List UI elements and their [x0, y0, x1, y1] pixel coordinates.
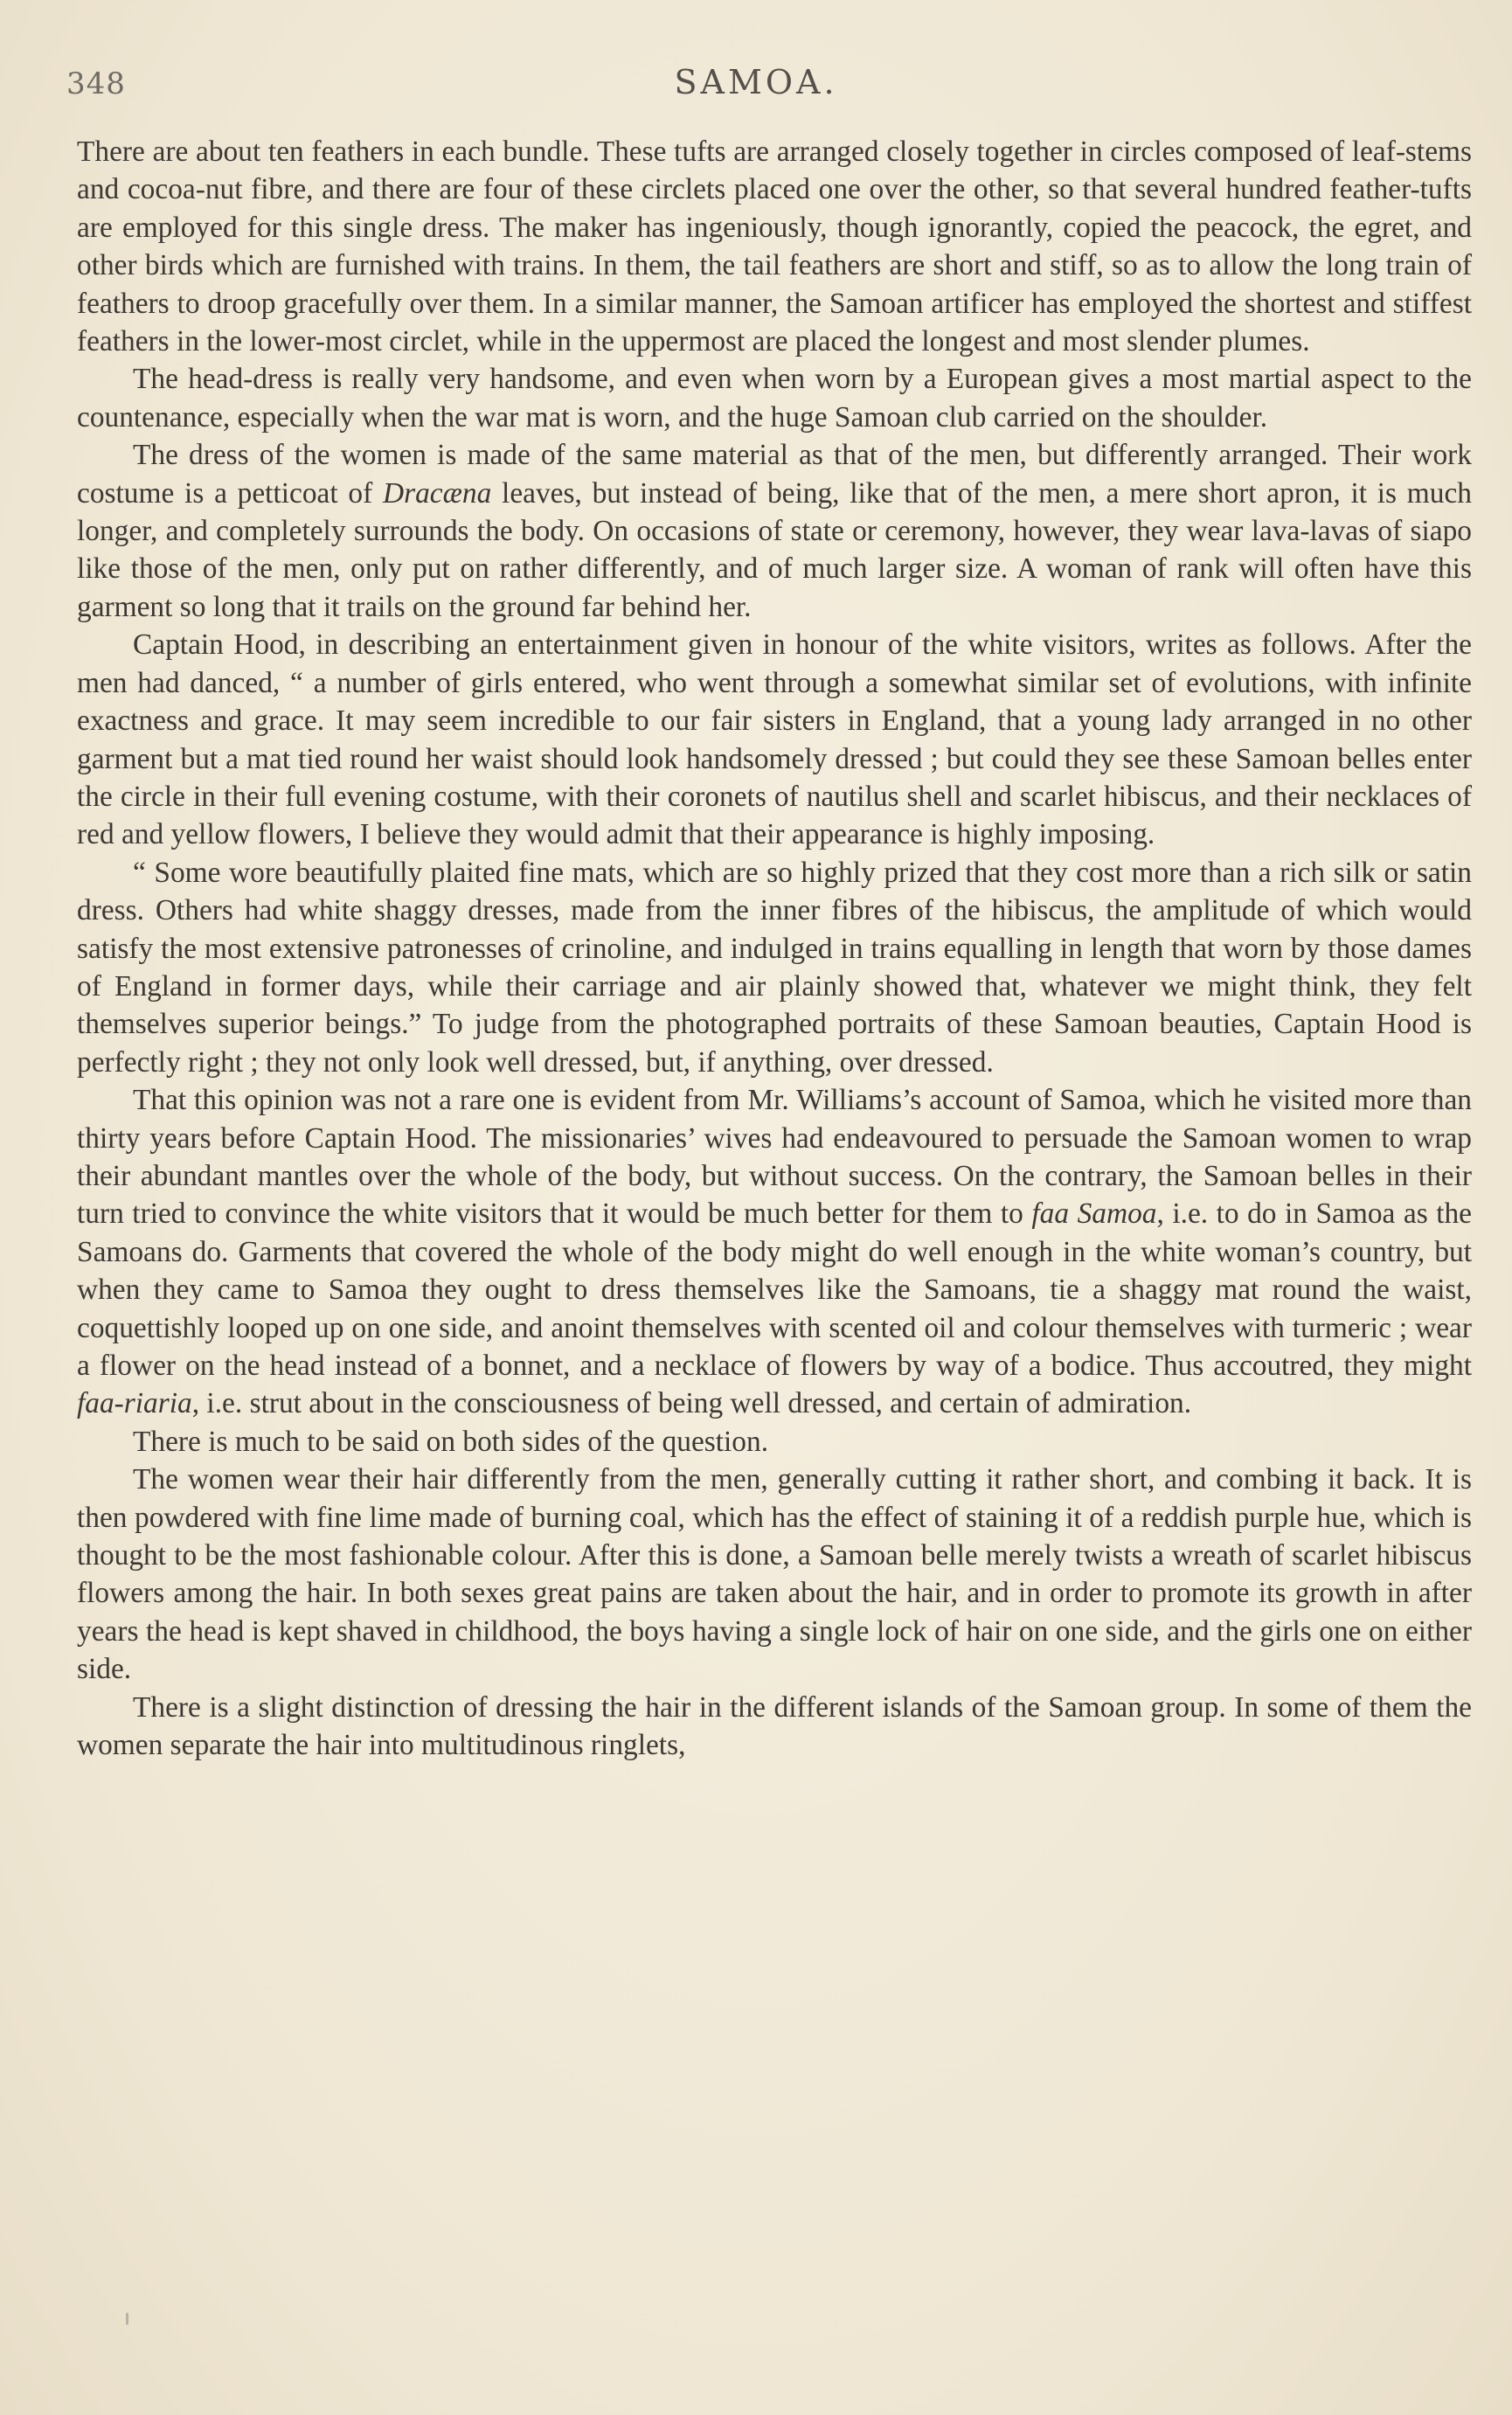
paragraph-text: The dress of the women is made of the same material as that of the men, but differently arranged. Their work costume is a petticoat of [77, 439, 1472, 510]
paragraph [77, 1689, 1472, 1765]
paragraph-text: That this opinion was not a rare one is evident from Mr. Williams’s account of Samoa, which he visited more than thirty years before Captain Hood. The missionaries’ wives had endeavoured to persuade the Samoan women to wrap their abundant mantles over the whole of the body, but without success. On the contrary, the Samoan belles in their turn tried to convince the white visitors that it would be much better for them to [77, 1084, 1472, 1231]
page-number: 348 [66, 66, 126, 101]
body-text [77, 133, 1472, 1764]
italic-term: faa Samoa [1031, 1197, 1157, 1231]
page-header [66, 63, 1446, 115]
paragraph [77, 854, 1472, 1081]
paragraph [77, 133, 1472, 360]
paragraph-text: There are about ten feathers in each bundle. These tufts are arranged closely together in circles composed of leaf-stems and cocoa-nut fibre, and there are four of these circlets placed one over the other, so that several hundred feather-tufts are employed for this single dress. The maker has ingeniously, though ignorantly, copied the peacock, the egret, and other birds which are furnished with trains. In them, the tail feathers are short and stiff, so as to allow the long train of feathers to droop gracefully over them. In a similar manner, the Samoan artificer has employed the shortest and stiffest feathers in the lower-most circlet, while in the uppermost are placed the longest and most slender plumes. [77, 135, 1472, 358]
paragraph-text: There is a slight distinction of dressing the hair in the different islands of the Samoan group. In some of them the women separate the hair into multitudinous ringlets, [77, 1690, 1472, 1762]
paragraph [77, 1423, 1472, 1461]
paragraph-text: , i.e. to do in Samoa as the Samoans do. Garments that covered the whole of the body might do well enough in the white woman’s country, but when they came to Samoa they ought to dress themselves like the Samoans, tie a shaggy mat round the waist, coquettishly looped up on one side, and anoint themselves with scented oil and colour themselves with turmeric ; wear a flower on the head instead of a bonnet, and a necklace of flowers by way of a bodice. Thus accoutred, they might [77, 1197, 1472, 1382]
paragraph-text: The women wear their hair differently from the men, generally cutting it rather short, and combing it back. It is then powdered with fine lime made of burning coal, which has the effect of staining it of a reddish purple hue, which is thought to be the most fashionable colour. After this is done, a Samoan belle merely twists a wreath of scarlet hibiscus flowers among the hair. In both sexes great pains are taken about the hair, and in order to promote its growth in after years the head is kept shaved in childhood, the boys having a single lock of hair on one side, and the girls one on either side. [77, 1463, 1472, 1686]
stray-ink-mark [126, 2313, 128, 2325]
paragraph [77, 360, 1472, 436]
paragraph [77, 1461, 1472, 1688]
paragraph-text: The head-dress is really very handsome, and even when worn by a European gives a most martial aspect to the countenance, especially when the war mat is worn, and the huge Samoan club carried on the shoulder. [77, 363, 1472, 434]
italic-term: faa-riaria [77, 1387, 192, 1420]
paragraph [77, 1081, 1472, 1423]
paragraph-text: “ Some wore beautifully plaited fine mats, which are so highly prized that they cost more than a rich silk or satin dress. Others had white shaggy dresses, made from the inner fibres of the hibiscus, the amplitude of which would satisfy the most extensive patronesses of crinoline, and indulged in trains equalling in length that worn by those dames of England in former days, while their carriage and air plainly showed that, whatever we might think, they felt themselves superior beings.” To judge from the photographed portraits of these Samoan beauties, Captain Hood is perfectly right ; they not only look well dressed, but, if anything, over dressed. [77, 856, 1472, 1079]
paragraph [77, 626, 1472, 853]
paragraph-text: leaves, but instead of being, like that of the men, a mere short apron, it is much longer, and completely surrounds the body. On occasions of state or ceremony, however, they wear lava-lavas of siapo like those of the men, only put on rather differently, and of much larger size. A woman of rank will often have this garment so long that it trails on the ground far behind her. [77, 476, 1472, 623]
paragraph [77, 436, 1472, 626]
running-title: SAMOA. [674, 63, 838, 101]
paragraph-text: Captain Hood, in describing an entertainment given in honour of the white visitors, writes as follows. After the men had danced, “ a number of girls entered, who went through a somewhat similar set of evolutions, with infinite exactness and grace. It may seem incredible to our fair sisters in England, that a young lady arranged in no other garment but a mat tied round her waist should look handsomely dressed ; but could they see these Samoan belles enter the circle in their full evening costume, with their coronets of nautilus shell and scarlet hibiscus, and their necklaces of red and yellow flowers, I believe they would admit that their appearance is highly imposing. [77, 628, 1472, 851]
italic-term: Dracæna [382, 476, 492, 510]
paragraph-text: , i.e. strut about in the consciousness of being well dressed, and certain of admiration. [191, 1387, 1192, 1420]
paragraph-text: There is much to be said on both sides of the question. [133, 1425, 769, 1458]
